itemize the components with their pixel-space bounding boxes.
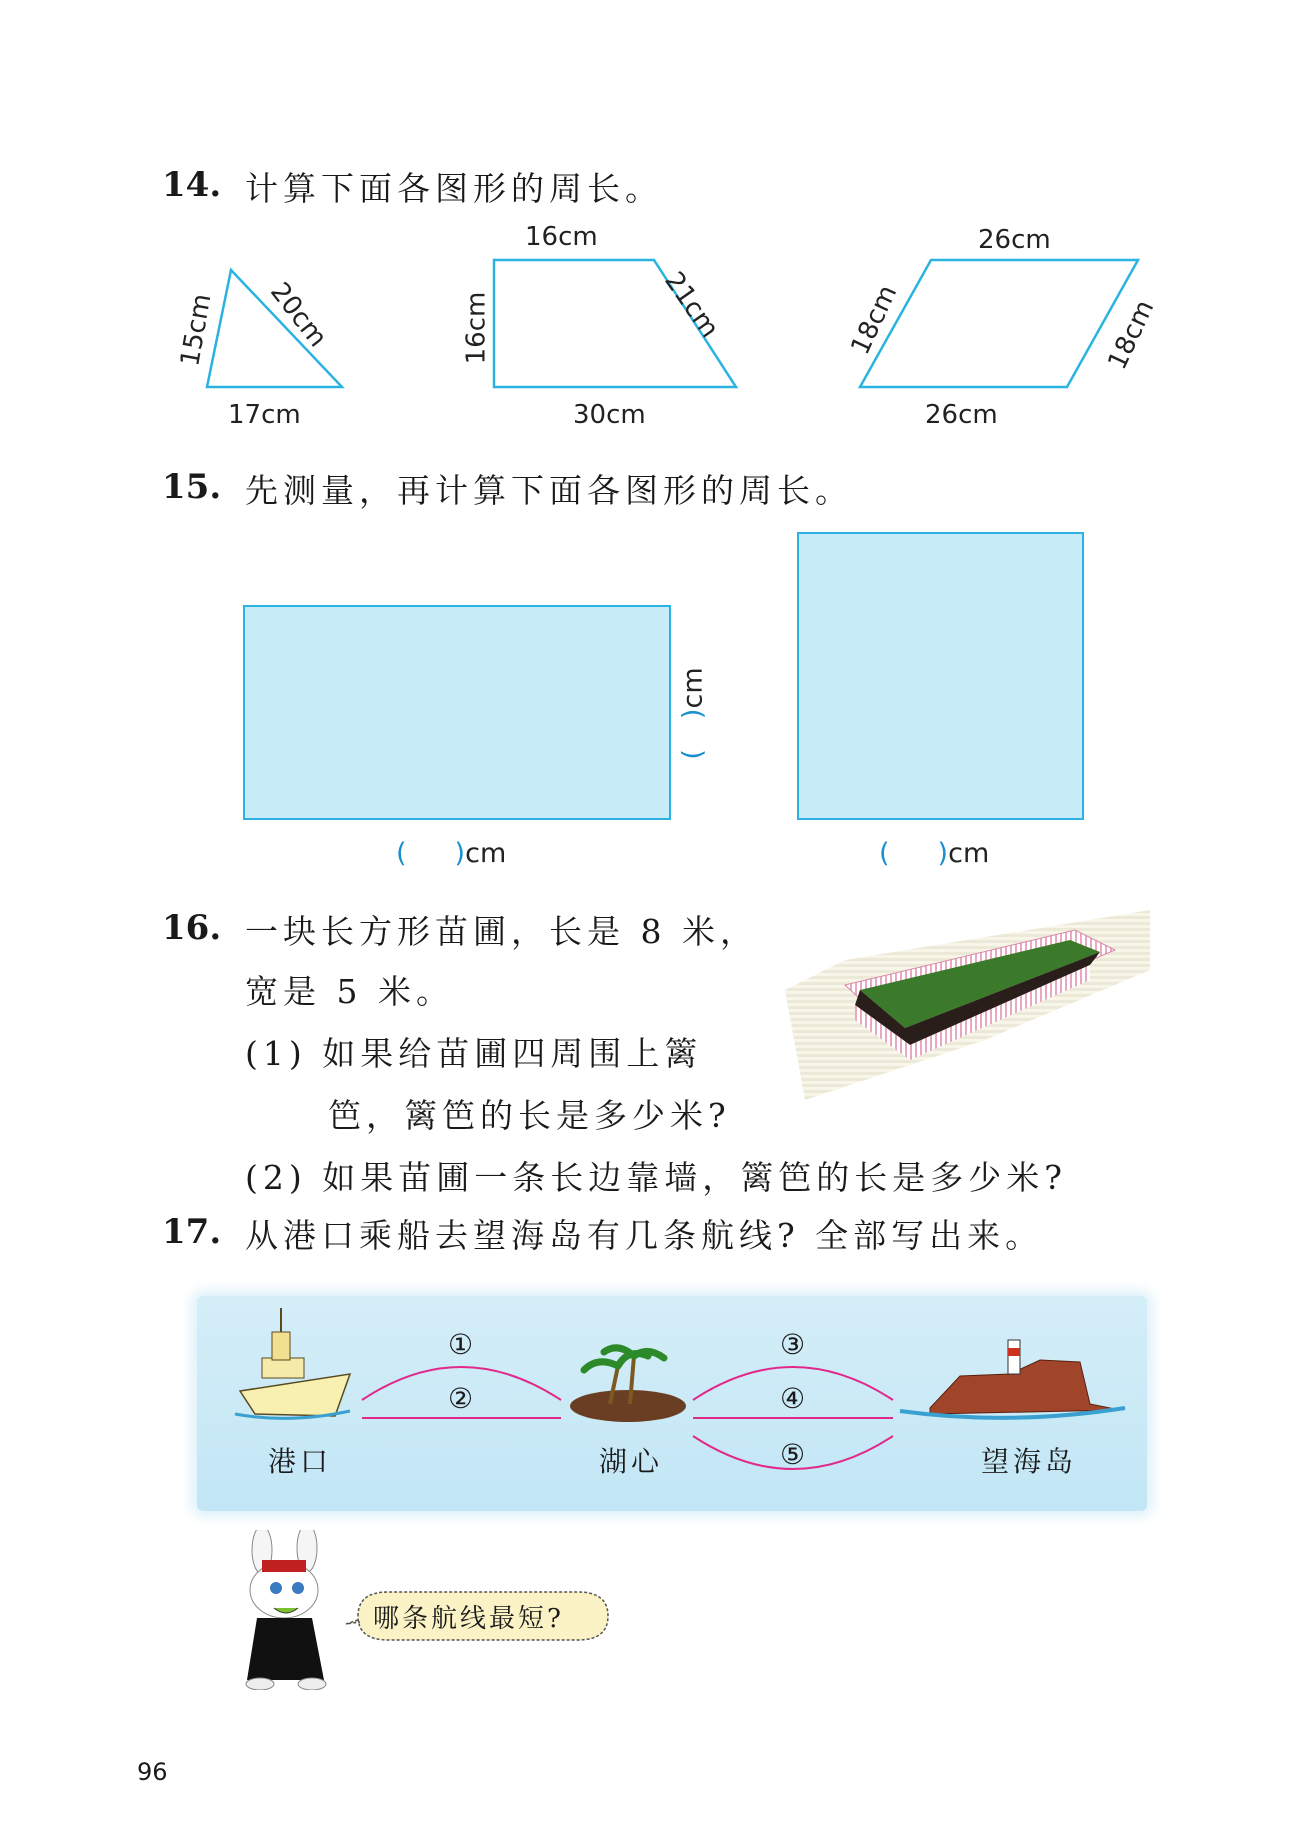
square-figure <box>797 532 1084 820</box>
paren-open: ( <box>677 749 709 760</box>
paren-open: ( <box>879 838 890 869</box>
route-label-2: ② <box>448 1382 478 1415</box>
rectangle-width-answer[interactable] <box>396 838 506 869</box>
place-port: 港口 <box>268 1445 333 1478</box>
question-number-16: 16. <box>162 908 222 948</box>
parallelogram-right-label: 18cm <box>1102 295 1161 375</box>
unit-cm: cm <box>465 838 507 869</box>
question-17-text: 从港口乘船去望海岛有几条航线? 全部写出来。 <box>245 1216 1044 1255</box>
question-16-sub2: (2) 如果苗圃一条长边靠墙，篱笆的长是多少米? <box>245 1158 1067 1197</box>
trapezoid-top-label: 16cm <box>525 222 598 252</box>
palm-island-icon <box>570 1348 686 1422</box>
question-16-line2: 宽是 5 米。 <box>245 972 454 1011</box>
lighthouse-island-icon <box>900 1340 1125 1418</box>
page-number: 96 <box>137 1758 168 1786</box>
question-16-sub1-line1: (1) 如果给苗圃四周围上篱 <box>245 1034 703 1073</box>
parallelogram-shape <box>860 260 1138 387</box>
question-number-15: 15. <box>162 467 222 507</box>
triangle-bottom-label: 17cm <box>228 400 301 430</box>
question-number-17: 17. <box>162 1212 222 1252</box>
parallelogram-top-label: 26cm <box>978 225 1051 255</box>
rabbit-mascot <box>232 1530 352 1690</box>
route-label-5: ⑤ <box>780 1438 810 1471</box>
parallelogram-left-label: 18cm <box>845 280 904 360</box>
nursery-illustration <box>785 910 1150 1110</box>
square-side-answer[interactable] <box>879 838 989 869</box>
place-lake-center: 湖心 <box>599 1445 664 1478</box>
question-number-14: 14. <box>162 165 222 205</box>
rectangle-height-answer[interactable] <box>678 667 709 759</box>
trapezoid-slant-label: 21cm <box>658 266 725 344</box>
route-label-1: ① <box>448 1328 478 1361</box>
question-16-sub1-line2: 笆，篱笆的长是多少米? <box>328 1096 731 1135</box>
paren-close: ) <box>677 708 709 720</box>
route-label-4: ④ <box>780 1382 810 1415</box>
speech-bubble-text: 哪条航线最短? <box>373 1604 564 1634</box>
parallelogram-bottom-label: 26cm <box>925 400 998 430</box>
route-label-3: ③ <box>780 1328 810 1361</box>
question-15-text: 先测量，再计算下面各图形的周长。 <box>245 471 853 510</box>
place-island: 望海岛 <box>981 1445 1078 1478</box>
paren-close: ) <box>937 838 949 869</box>
triangle-left-label: 15cm <box>175 291 218 369</box>
rectangle-figure <box>243 605 671 820</box>
unit-cm: cm <box>677 667 709 709</box>
trapezoid-bottom-label: 30cm <box>573 400 646 430</box>
question-16-line1: 一块长方形苗圃，长是 8 米， <box>245 912 758 951</box>
unit-cm: cm <box>948 838 990 869</box>
triangle-hyp-label: 20cm <box>264 277 333 353</box>
paren-open: ( <box>396 838 407 869</box>
question-14-text: 计算下面各图形的周长。 <box>245 169 663 208</box>
ship-icon <box>235 1308 350 1418</box>
paren-close: ) <box>454 838 466 869</box>
trapezoid-left-label: 16cm <box>461 291 492 365</box>
